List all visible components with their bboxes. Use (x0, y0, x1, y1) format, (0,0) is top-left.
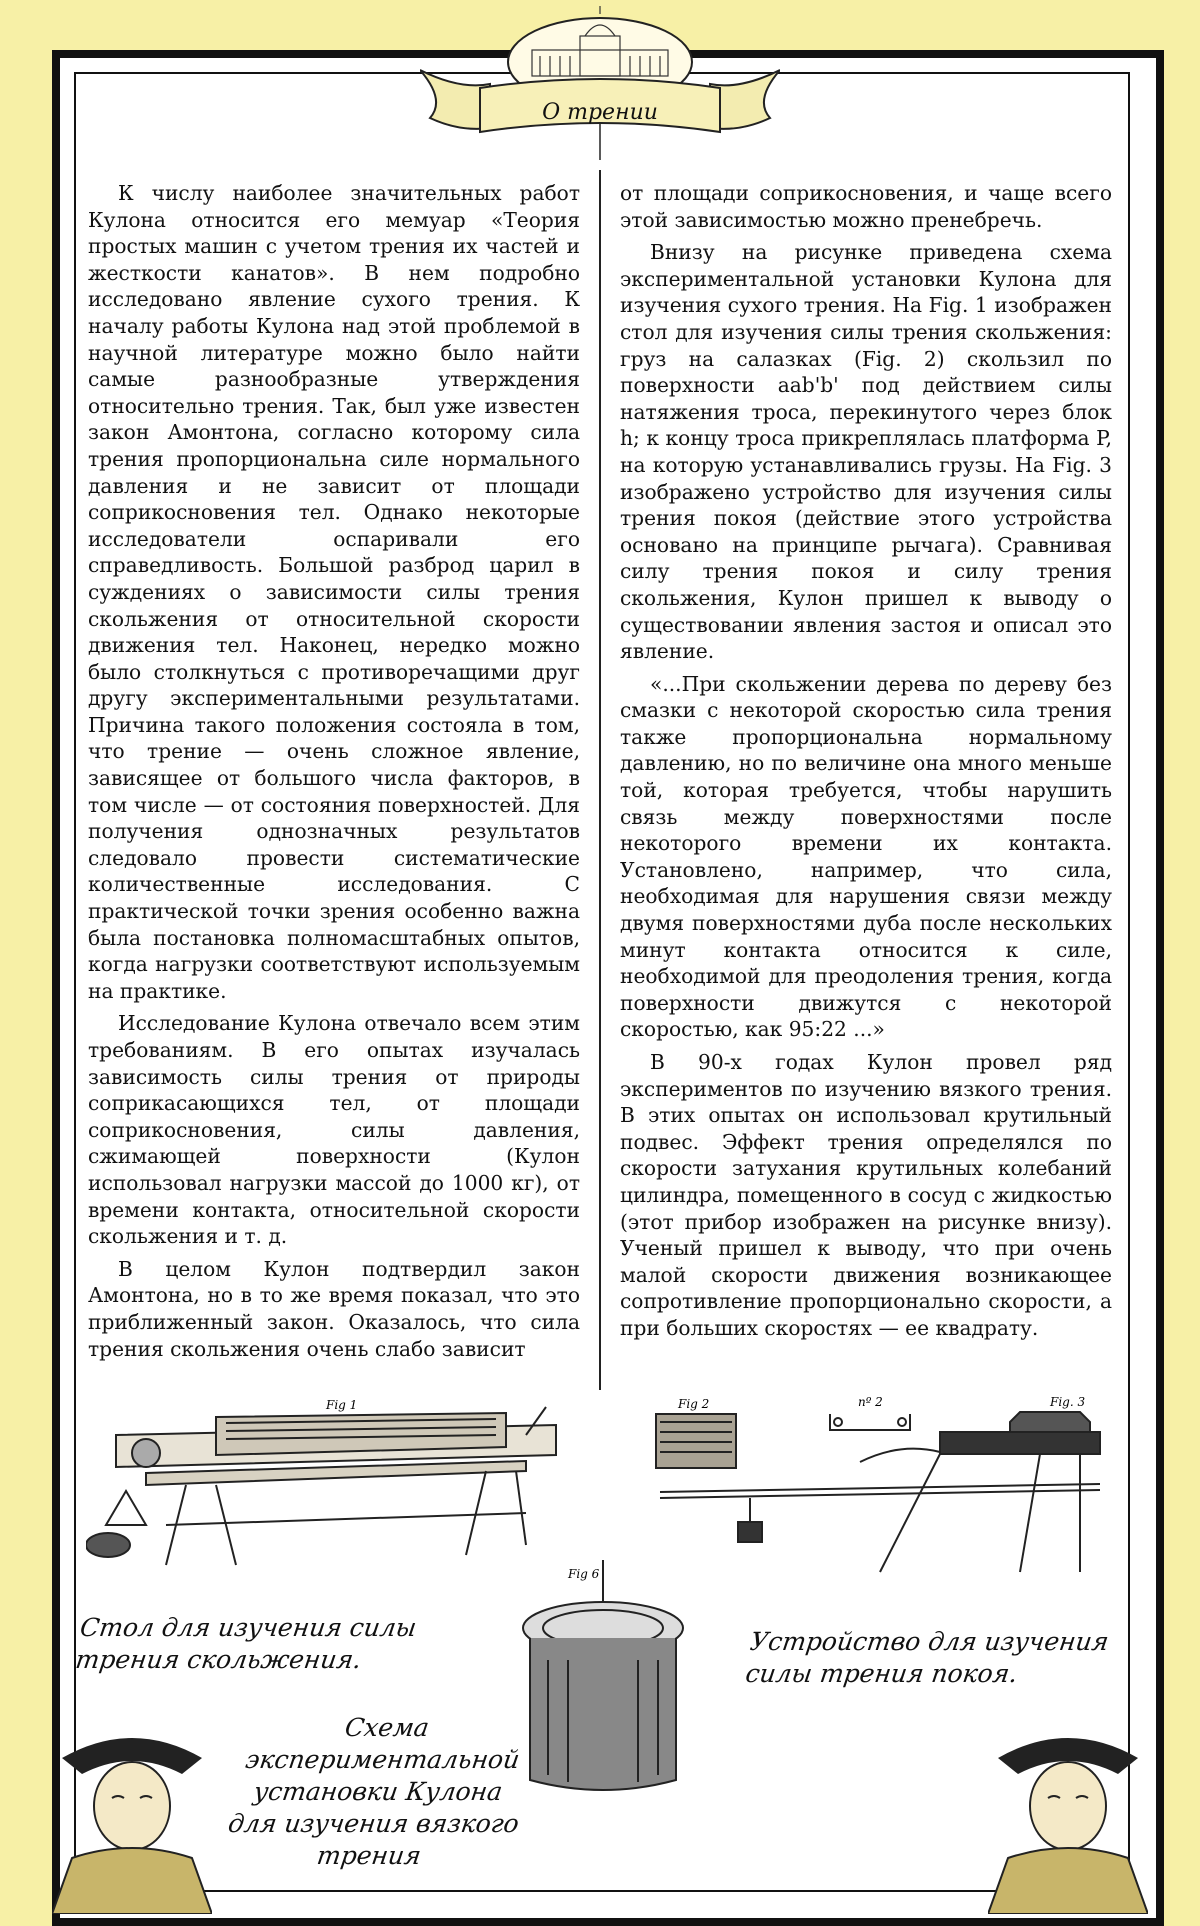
fig2-fig3-illustration (640, 1392, 1110, 1592)
fig1-label: Fig 1 (326, 1398, 358, 1412)
coulomb-portrait-left (52, 1718, 212, 1914)
column-divider (599, 170, 601, 1390)
fig6-viscous-friction-cylinder (508, 1560, 698, 1800)
caption-viscous-scheme: Схема экспериментальной установки Кулона для изучения вязкого трения (226, 1713, 522, 1870)
paragraph: «...При скольжении дерева по дереву без смазки с некоторой скоростью сила трения также пропорциональна нормальному давлению, но по величине она много меньше той, которая требуется, чтобы нарушить связь между поверхностями после некоторого времени их контакта. Установлено, например, что сила, необходимая для нарушения связи между двумя поверхностями дуба после нескольких минут контакта относится к силе, необходимой для преодоления трения, когда поверхности движутся с некоторой скоростью, как 95:22 ...» (620, 671, 1112, 1042)
paragraph: В 90-х годах Кулон провел ряд экспериментов по изучению вязкого трения. В этих опытах он использовал крутильный подвес. Эффект трения определялся по скорости затухания крутильных колебаний цилиндра, помещенного в сосуд с жидкостью (этот прибор изображен на рисунке внизу). Ученый пришел к выводу, что при очень малой скорости движения возникающее сопротивление пропорционально скорости, а при больших скоростях — ее квадрату. (620, 1050, 1112, 1340)
fig2-label: Fig 2 (678, 1397, 710, 1411)
right-column (620, 180, 1112, 1348)
fig6-label: Fig 6 (568, 1567, 600, 1581)
paragraph: К числу наиболее значительных работ Кулона относится его мемуар «Теория простых машин с учетом трения их частей и жесткости канатов». В нем подробно исследовано явление сухого трения. К началу работы Кулона над этой проблемой в научной литературе можно было найти самые разнообразные утверждения относительно трения. Так, был уже известен закон Амонтона, согласно которому сила трения пропорциональна силе нормального давления и не зависит от площади соприкосновения тел. Однако некоторые исследователи оспаривали его справедливость. Большой разброд царил в суждениях о зависимости силы трения скольжения от относительной скорости движения тел. Наконец, нередко можно было столкнуться с противоречащими друг другу экспериментальными результатами. Причина такого положения состояла в том, что трение — очень сложное явление, зависящее от большого числа факторов, в том числе — от состояния поверхностей. Для получения однозначных результатов следовало провести систематические количественные исследования. С практической точки зрения особенно важна была постановка полномасштабных опытов, когда нагрузки соответствуют используемым на практике. (88, 181, 580, 1003)
coulomb-portrait-right (988, 1718, 1148, 1914)
paragraph: от площади соприкосновения, и чаще всего этой зависимостью можно пренебречь. (620, 181, 1112, 232)
fig3-label: Fig. 3 (1050, 1395, 1086, 1409)
paragraph: Исследование Кулона отвечало всем этим требованиям. В его опытах изучалась зависимость силы трения от природы соприкасающихся тел, от площади соприкосновения, силы давления, сжимающей поверхности (Кулон использовал нагрузки массой до 1000 кг), от времени контакта, относительной скорости скольжения и т. д. (88, 1011, 580, 1249)
header-banner (420, 0, 780, 160)
paragraph: В целом Кулон подтвердил закон Амонтона, но в то же время показал, что это приближенный закон. Оказалось, что сила трения скольжения очень слабо зависит (88, 1256, 580, 1361)
n2-label: nº 2 (858, 1395, 883, 1409)
banner-title: О трении (542, 100, 658, 125)
paragraph: Внизу на рисунке приведена схема экспериментальной установки Кулона для изучения сухого трения. На Fig. 1 изображен стол для изучения силы трения скольжения: груз на салазках (Fig. 2) скользил по поверхности aab'b' под действием силы натяжения троса, перекинутого через блок h; к концу троса прикреплялась платформа P, на которую устанавливались грузы. На Fig. 3 изображено устройство для изучения силы трения покоя (действие этого устройства основано на принципе рычага). Сравнивая силу трения покоя и силу трения скольжения, Кулон пришел к выводу о существовании явления застоя и описал это явление. (620, 240, 1112, 664)
left-column (88, 180, 580, 1368)
caption-friction-table: Стол для изучения силы трения скольжения. (73, 1613, 419, 1674)
caption-static-friction-device: Устройство для изучения силы трения покоя. (743, 1627, 1111, 1688)
